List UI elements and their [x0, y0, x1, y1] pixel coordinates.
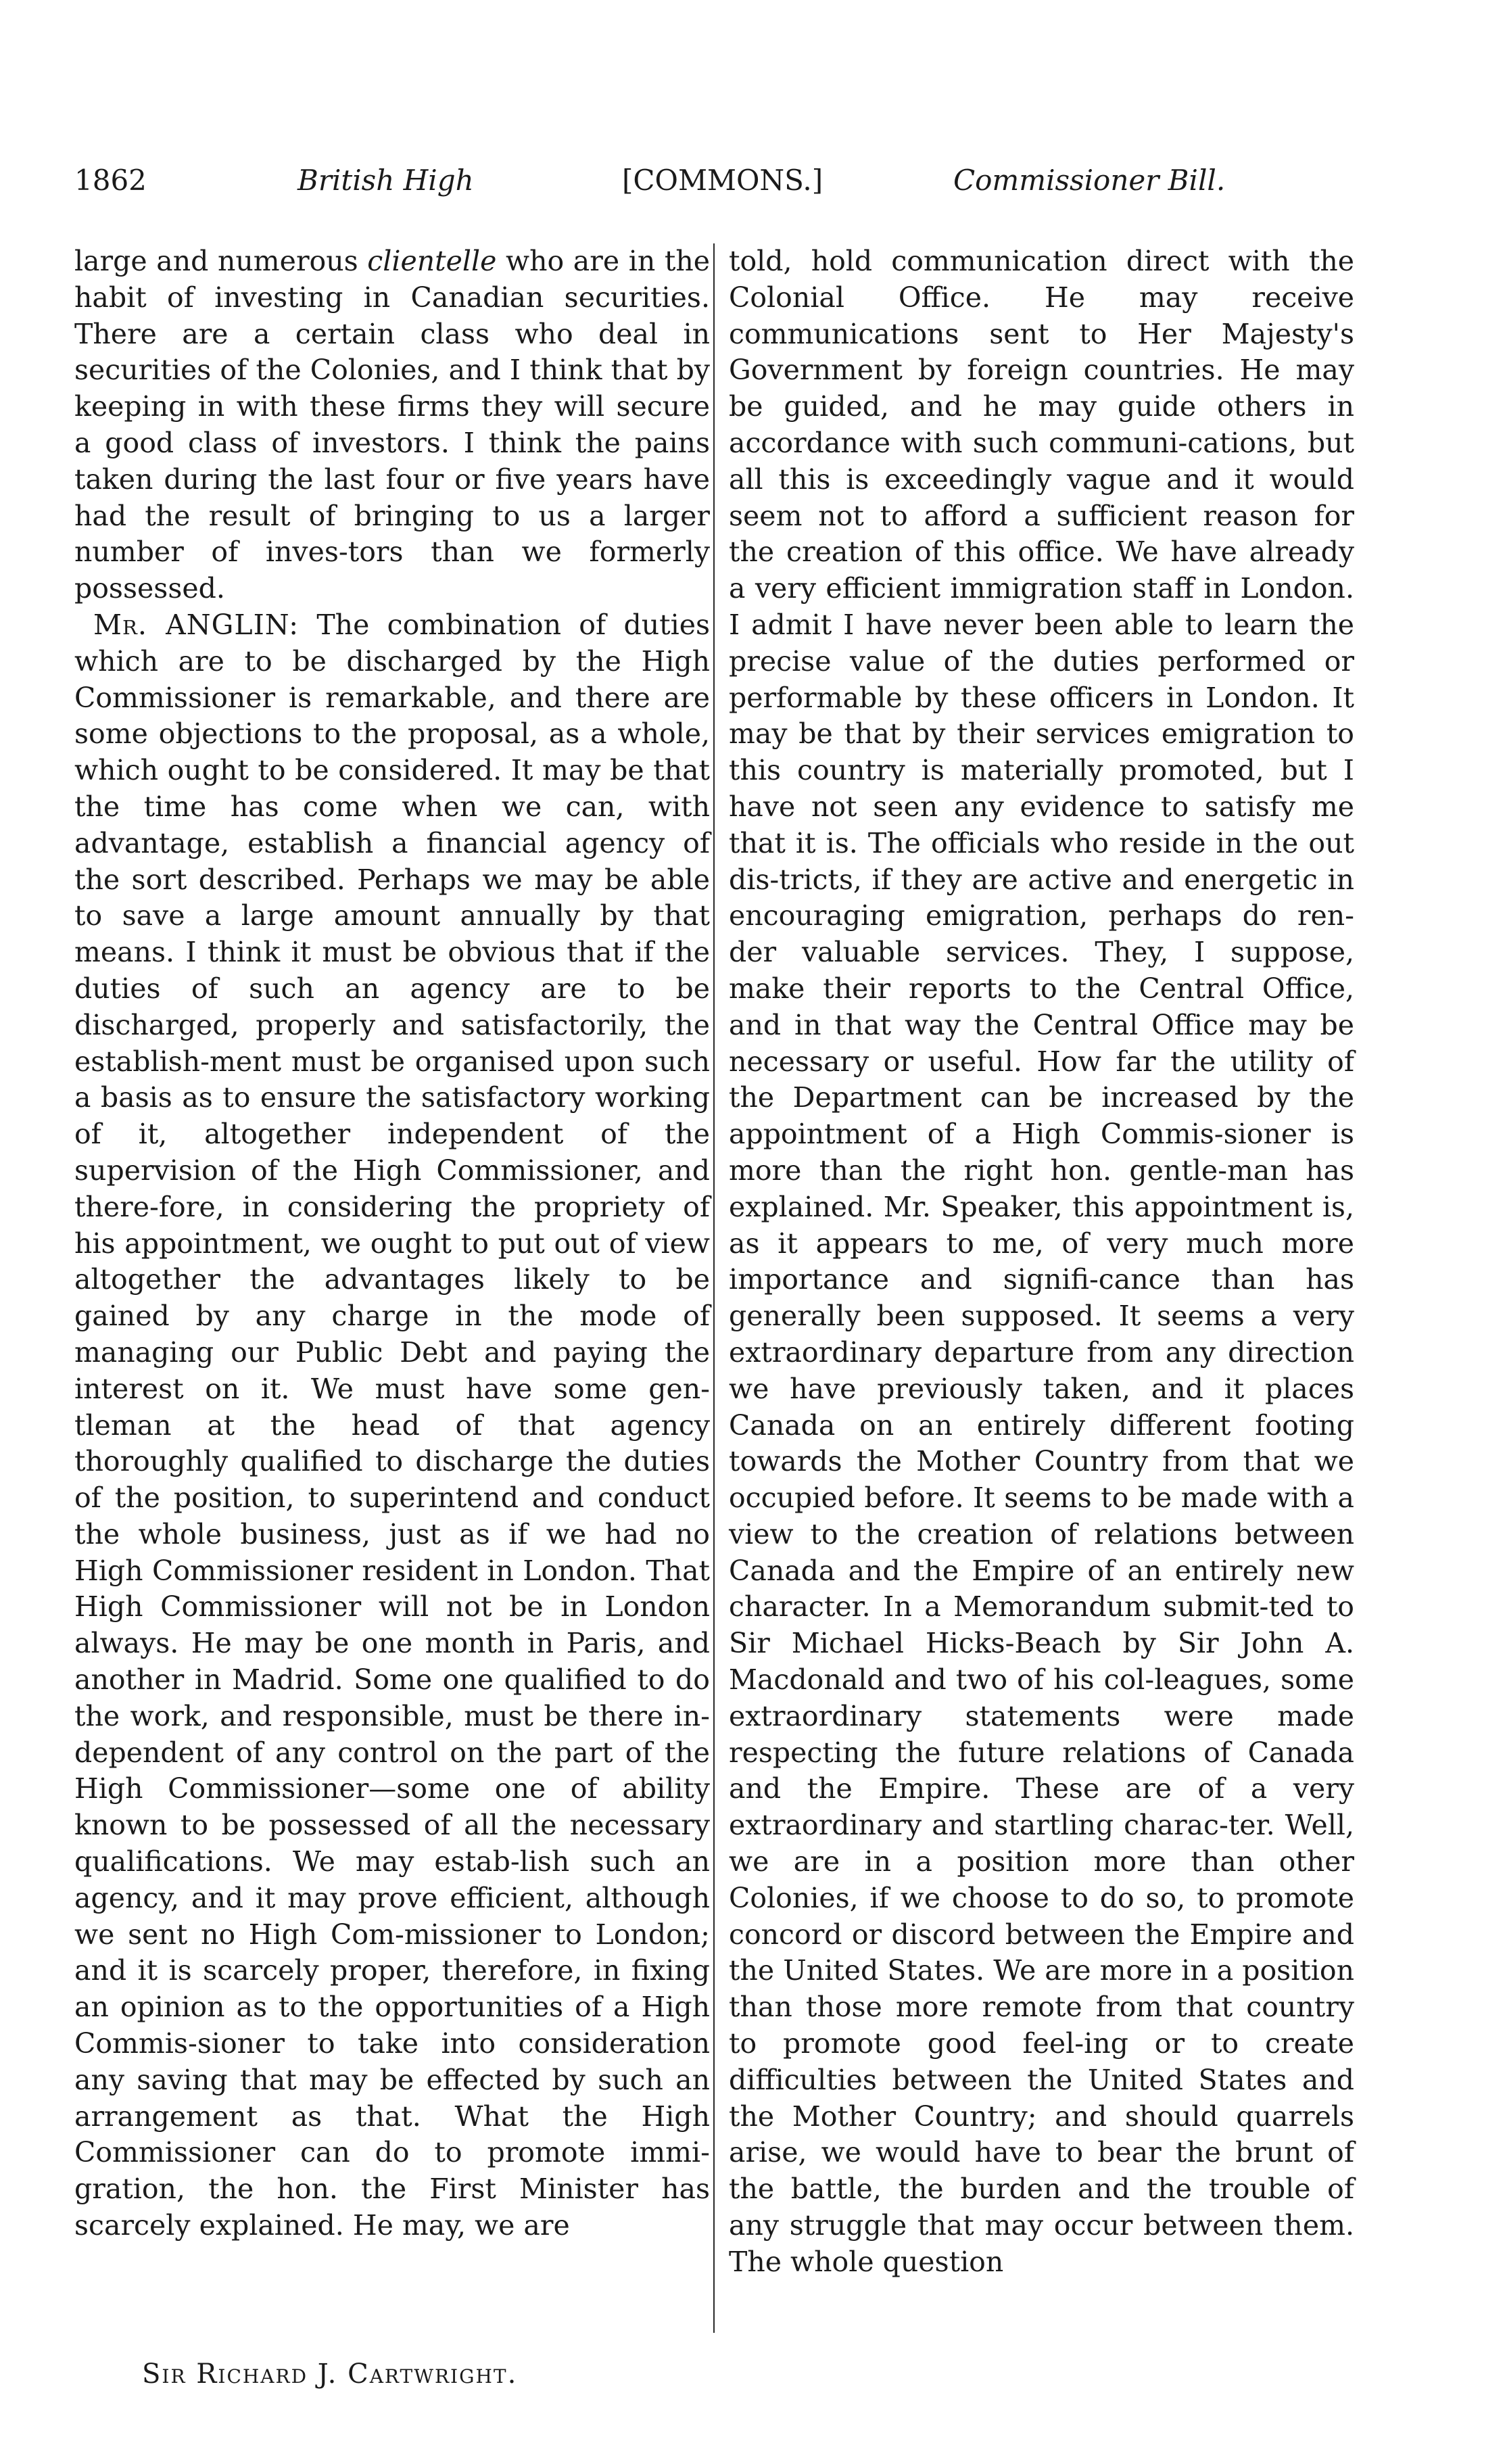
paragraph-continuation: [74, 243, 710, 607]
running-title-left: British High: [297, 164, 474, 197]
speaker-signature: Sir Richard J. Cartwright.: [142, 2359, 518, 2390]
speaker-name: Mr. ANGLIN:: [93, 608, 300, 641]
paragraph-continuation: told, hold communication direct with the Colonial Office. He may receive communications sent to Her Majesty's Government by foreign countries. He may be guided, and he may guide others in accordance with such communi-cations, but all this is exceedingly vague and it would seem not to afford a sufficient reason for the creation of this office. We have already a very efficient immigration staff in London. I admit I have never been able to learn the precise value of the duties performed or performable by these officers in London. It may be that by their services emigration to this country is materially promoted, but I have not seen any evidence to satisfy me that it is. The officials who reside in the out dis-tricts, if they are active and energetic in encouraging emigration, perhaps do ren-der valuable services. They, I suppose, make their reports to the Central Office, and in that way the Central Office may be necessary or useful. How far the utility of the Department can be increased by the appointment of a High Commis-sioner is more than the right hon. gentle-man has explained. Mr. Speaker, this appointment is, as it appears to me, of very much more importance and signifi-cance than has generally been supposed. It seems a very extraordinary departure from any direction we have previously taken, and it places Canada on an entirely different footing towards the Mother Country from that we occupied before. It seems to be made with a view to the creation of relations between Canada and the Empire of an entirely new character. In a Memorandum submit-ted to Sir Michael Hicks-Beach by Sir John A. Macdonald and two of his col-leagues, some extraordinary statements were made respecting the future relations of Canada and the Empire. These are of a very extraordinary and startling charac-ter. Well, we are in a position more than other Colonies, if we choose to do so, to promote concord or discord between the Empire and the United States. We are more in a position than those more remote from that country to promote good feel-ing or to create difficulties between the United States and the Mother Country; and should quarrels arise, we would have to bear the brunt of the battle, the burden and the trouble of any struggle that may occur between them. The whole question: [729, 245, 1354, 2278]
paragraph-anglin: [74, 607, 710, 2244]
left-column: [74, 243, 710, 2244]
column-divider: [713, 243, 715, 2333]
running-title-right: Commissioner Bill.: [953, 164, 1226, 197]
page-header: [74, 164, 1332, 211]
paragraph-text: The combination of duties which are to be discharged by the High Commissioner is remarkable, and there are some objections to the proposal, as a whole, which ought to be considered. It may be that the time has come when we can, with advantage, establish a financial agency of the sort described. Perhaps we may be able to save a large amount annually by that means. I think it must be obvious that if the duties of such an agency are to be discharged, properly and satisfactorily, the establish-ment must be organised upon such a basis as to ensure the satisfactory working of it, altogether independent of the supervision of the High Commissioner, and there-fore, in considering the propriety of his appointment, we ought to put out of view altogether the advantages likely to be gained by any charge in the mode of managing our Public Debt and paying the interest on it. We must have some gen-tleman at the head of that agency thoroughly qualified to discharge the duties of the position, to superintend and conduct the whole business, just as if we had no High Commissioner resident in London. That High Commissioner will not be in London always. He may be one month in Paris, and another in Madrid. Some one qualified to do the work, and responsible, must be there in-dependent of any control on the part of the High Commissioner—some one of ability known to be possessed of all the necessary qualifications. We may estab-lish such an agency, and it may prove efficient, although we sent no High Com-missioner to London; and it is scarcely proper, therefore, in fixing an opinion as to the opportunities of a High Commis-sioner to take into consideration any saving that may be effected by such an arrangement as that. What the High Commissioner can do to promote immi-gration, the hon. the First Minister has scarcely explained. He may, we are: [74, 608, 710, 2242]
running-title-center: [COMMONS.]: [622, 164, 823, 197]
page-number: 1862: [74, 164, 147, 197]
paragraph-text: large and numerous: [74, 245, 368, 277]
paragraph-text: who are in the habit of investing in Canadian securities. There are a certain class who deal in securities of the Colonies, and I think that by keeping in with these firms they will secure a good class of investors. I think the pains taken during the last four or five years have had the result of bringing to us a larger number of inves-tors than we formerly possessed.: [74, 245, 710, 605]
italic-word: clientelle: [367, 245, 497, 277]
right-column: [729, 243, 1354, 2281]
